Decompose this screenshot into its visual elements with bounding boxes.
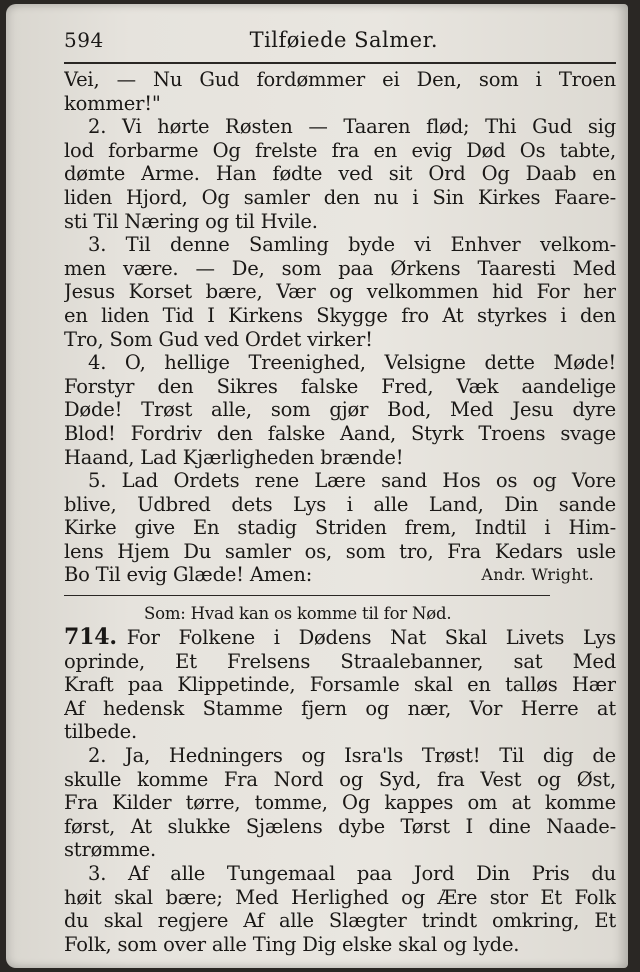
text-line: Folk, som over alle Ting Dig elske skal og lyde.: [64, 932, 520, 956]
hymn-first-line: [64, 626, 616, 650]
text-line: men være. — De, som paa Ørkens Taaresti Med: [64, 256, 616, 280]
hymn-714: [64, 602, 616, 956]
text-line: liden Hjord, Og samler den nu i Sin Kirkes Faare-: [64, 185, 616, 209]
text-line: 4. O, hellige Treenighed, Velsigne dette Møde!: [88, 351, 616, 375]
text-line: oprinde, Et Frelsens Straalebanner, sat Med: [64, 649, 616, 673]
page-content: [64, 28, 616, 956]
text-line: Forstyr den Sikres falske Fred, Væk aandelige: [64, 374, 616, 398]
text-line: du skal regjere Af alle Slægter trindt omkring, Et: [64, 909, 616, 933]
text-line: en liden Tid I Kirkens Skygge fro At styrkes i den: [64, 303, 616, 327]
running-title: Tilføiede Salmer.: [249, 28, 438, 52]
text-line: Tro, Som Gud ved Ordet virker!: [64, 327, 373, 351]
text-line: skulle komme Fra Nord og Syd, fra Vest og Øst,: [64, 767, 616, 791]
text-line: tilbede.: [64, 720, 137, 744]
text-line: blive, Udbred dets Lys i alle Land, Din sande: [64, 492, 616, 516]
text-line: kommer!": [64, 91, 161, 115]
text-line: Kraft paa Klippetinde, Forsamle skal en talløs Hær: [64, 673, 616, 697]
text-line: 2. Ja, Hedningers og Isra'ls Trøst! Til dig de: [88, 744, 616, 768]
text-line: Vei, — Nu Gud fordømmer ei Den, som i Troen: [64, 68, 616, 91]
text-line: sti Til Næring og til Hvile.: [64, 209, 318, 233]
text-line: Blod! Fordriv den falske Aand, Styrk Troens svage: [64, 421, 616, 445]
text-line: Fra Kilder tørre, tomme, Og kappes om at komme: [64, 791, 616, 815]
text-line: 5. Lad Ordets rene Lære sand Hos os og Vore: [88, 469, 616, 493]
text-line: dømte Arme. Han fødte ved sit Ord Og Daab en: [64, 162, 616, 186]
hymn-713-continuation: [64, 68, 616, 587]
text-line: Døde! Trøst alle, som gjør Bod, Med Jesu dyre: [64, 398, 616, 422]
text-line: Kirke give En stadig Striden frem, Indtil i Him-: [64, 516, 616, 540]
hymn-number: 714.: [64, 626, 117, 650]
text-line: strømme.: [64, 838, 157, 862]
text-line: høit skal bære; Med Herlighed og Ære stor Et Folk: [64, 885, 616, 909]
first-line-text: For Folkene i Dødens Nat Skal Livets Lys: [126, 626, 616, 650]
book-page: [6, 4, 628, 968]
final-line-with-author: [64, 563, 616, 587]
text-line: 3. Af alle Tungemaal paa Jord Din Pris du: [88, 862, 616, 885]
text-line: Haand, Lad Kjærligheden brænde!: [64, 445, 404, 469]
text-line: 2. Vi hørte Røsten — Taaren flød; Thi Gud sig: [88, 115, 616, 139]
page-number: 594: [64, 28, 104, 52]
page-header: [64, 28, 616, 64]
text-line: 3. Til denne Samling byde vi Enhver velkom-: [88, 233, 616, 257]
text-line: lod forbarme Og frelste fra en evig Død Os tabte,: [64, 138, 616, 162]
text-line: først, At slukke Sjælens dybe Tørst I dine Naade-: [64, 814, 616, 838]
tune-reference: Som: Hvad kan os komme til for Nød.: [144, 604, 452, 624]
text-line: Jesus Korset bære, Vær og velkommen hid For her: [64, 280, 616, 304]
text-line: Af hedensk Stamme fjern og nær, Vor Herre at: [64, 696, 616, 720]
hymn-author: Andr. Wright.: [481, 565, 594, 585]
hymn-divider: [64, 595, 550, 596]
text-line: lens Hjem Du samler os, som tro, Fra Kedars usle: [64, 539, 616, 563]
final-verse-text: Bo Til evig Glæde! Amen:: [64, 563, 313, 587]
